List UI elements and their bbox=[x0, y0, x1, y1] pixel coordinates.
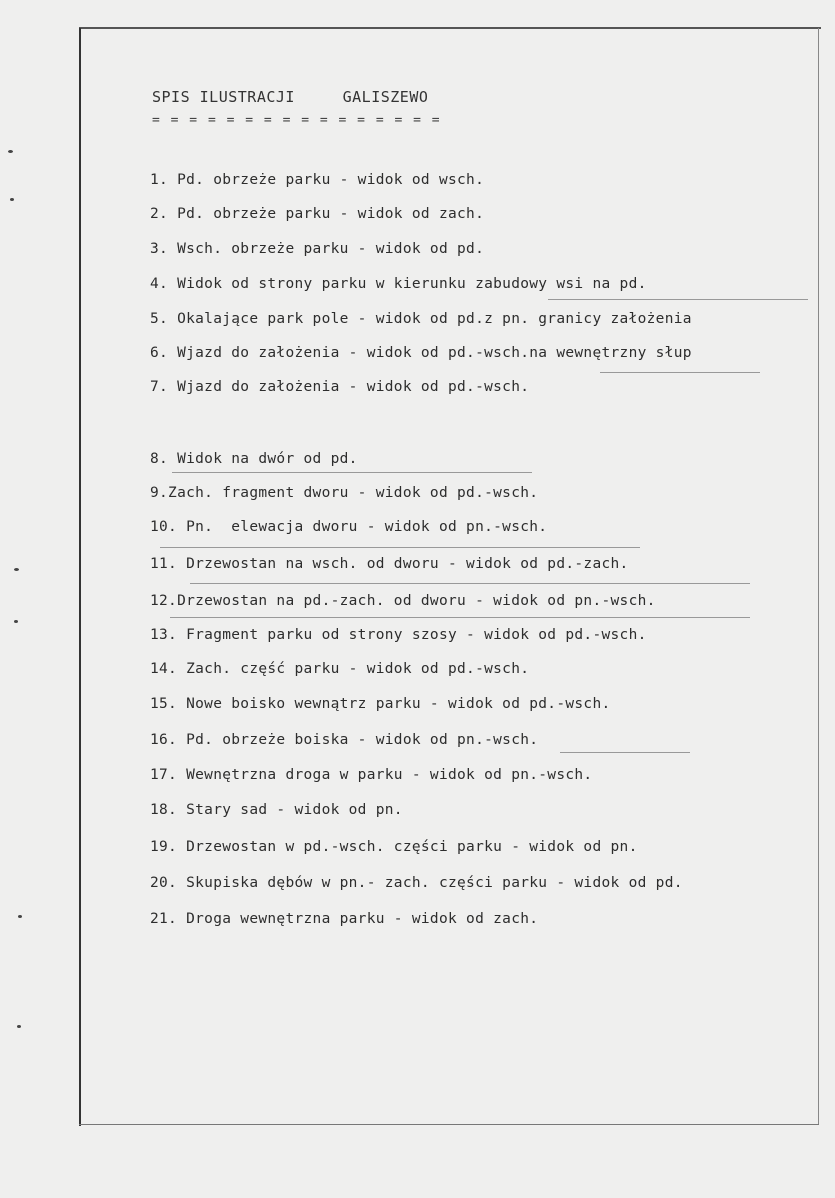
scan-speck bbox=[10, 198, 14, 201]
list-item: 1. Pd. obrzeże parku - widok od wsch. bbox=[150, 172, 485, 188]
list-item: 3. Wsch. obrzeże parku - widok od pd. bbox=[150, 241, 485, 257]
list-item: 14. Zach. część parku - widok od pd.-wsch. bbox=[150, 661, 530, 677]
pencil-stroke bbox=[600, 372, 760, 373]
document-heading: SPIS ILUSTRACJI GALISZEWO bbox=[152, 88, 429, 106]
list-item: 13. Fragment parku od strony szosy - widok od pd.-wsch. bbox=[150, 627, 647, 643]
list-item: 18. Stary sad - widok od pn. bbox=[150, 802, 403, 818]
list-item: 4. Widok od strony parku w kierunku zabudowy wsi na pd. bbox=[150, 276, 647, 292]
list-item: 12.Drzewostan na pd.-zach. od dworu - widok od pn.-wsch. bbox=[150, 593, 656, 609]
pencil-stroke bbox=[160, 547, 640, 548]
scan-speck bbox=[18, 915, 22, 918]
list-item: 8. Widok na dwór od pd. bbox=[150, 451, 358, 467]
list-item: 5. Okalające park pole - widok od pd.z pn. granicy założenia bbox=[150, 311, 692, 327]
scan-speck bbox=[14, 568, 19, 571]
page-border-left bbox=[79, 28, 81, 1126]
list-item: 17. Wewnętrzna droga w parku - widok od pn.-wsch. bbox=[150, 767, 593, 783]
list-item: 20. Skupiska dębów w pn.- zach. części parku - widok od pd. bbox=[150, 875, 683, 891]
list-item: 6. Wjazd do założenia - widok od pd.-wsch.na wewnętrzny słup bbox=[150, 345, 692, 361]
scan-speck bbox=[17, 1025, 21, 1028]
pencil-stroke bbox=[172, 472, 532, 473]
list-item: 21. Droga wewnętrzna parku - widok od zach. bbox=[150, 911, 539, 927]
pencil-stroke bbox=[560, 752, 690, 753]
scan-speck bbox=[8, 150, 13, 153]
pencil-stroke bbox=[170, 617, 750, 618]
page-border-bottom bbox=[79, 1124, 819, 1125]
pencil-stroke bbox=[548, 299, 808, 300]
page-border-right bbox=[818, 28, 819, 1124]
list-item: 7. Wjazd do założenia - widok od pd.-wsch. bbox=[150, 379, 530, 395]
heading-underline: = = = = = = = = = = = = = = = = bbox=[152, 113, 442, 128]
list-item: 9.Zach. fragment dworu - widok od pd.-wsch. bbox=[150, 485, 539, 501]
list-item: 11. Drzewostan na wsch. od dworu - widok od pd.-zach. bbox=[150, 556, 629, 572]
scan-speck bbox=[14, 620, 18, 623]
list-item: 19. Drzewostan w pd.-wsch. części parku - widok od pn. bbox=[150, 839, 638, 855]
pencil-stroke bbox=[190, 583, 750, 584]
list-item: 10. Pn. elewacja dworu - widok od pn.-wsch. bbox=[150, 519, 548, 535]
list-item: 15. Nowe boisko wewnątrz parku - widok od pd.-wsch. bbox=[150, 696, 611, 712]
page-border-top bbox=[79, 27, 821, 29]
list-item: 2. Pd. obrzeże parku - widok od zach. bbox=[150, 206, 485, 222]
list-item: 16. Pd. obrzeże boiska - widok od pn.-wsch. bbox=[150, 732, 539, 748]
